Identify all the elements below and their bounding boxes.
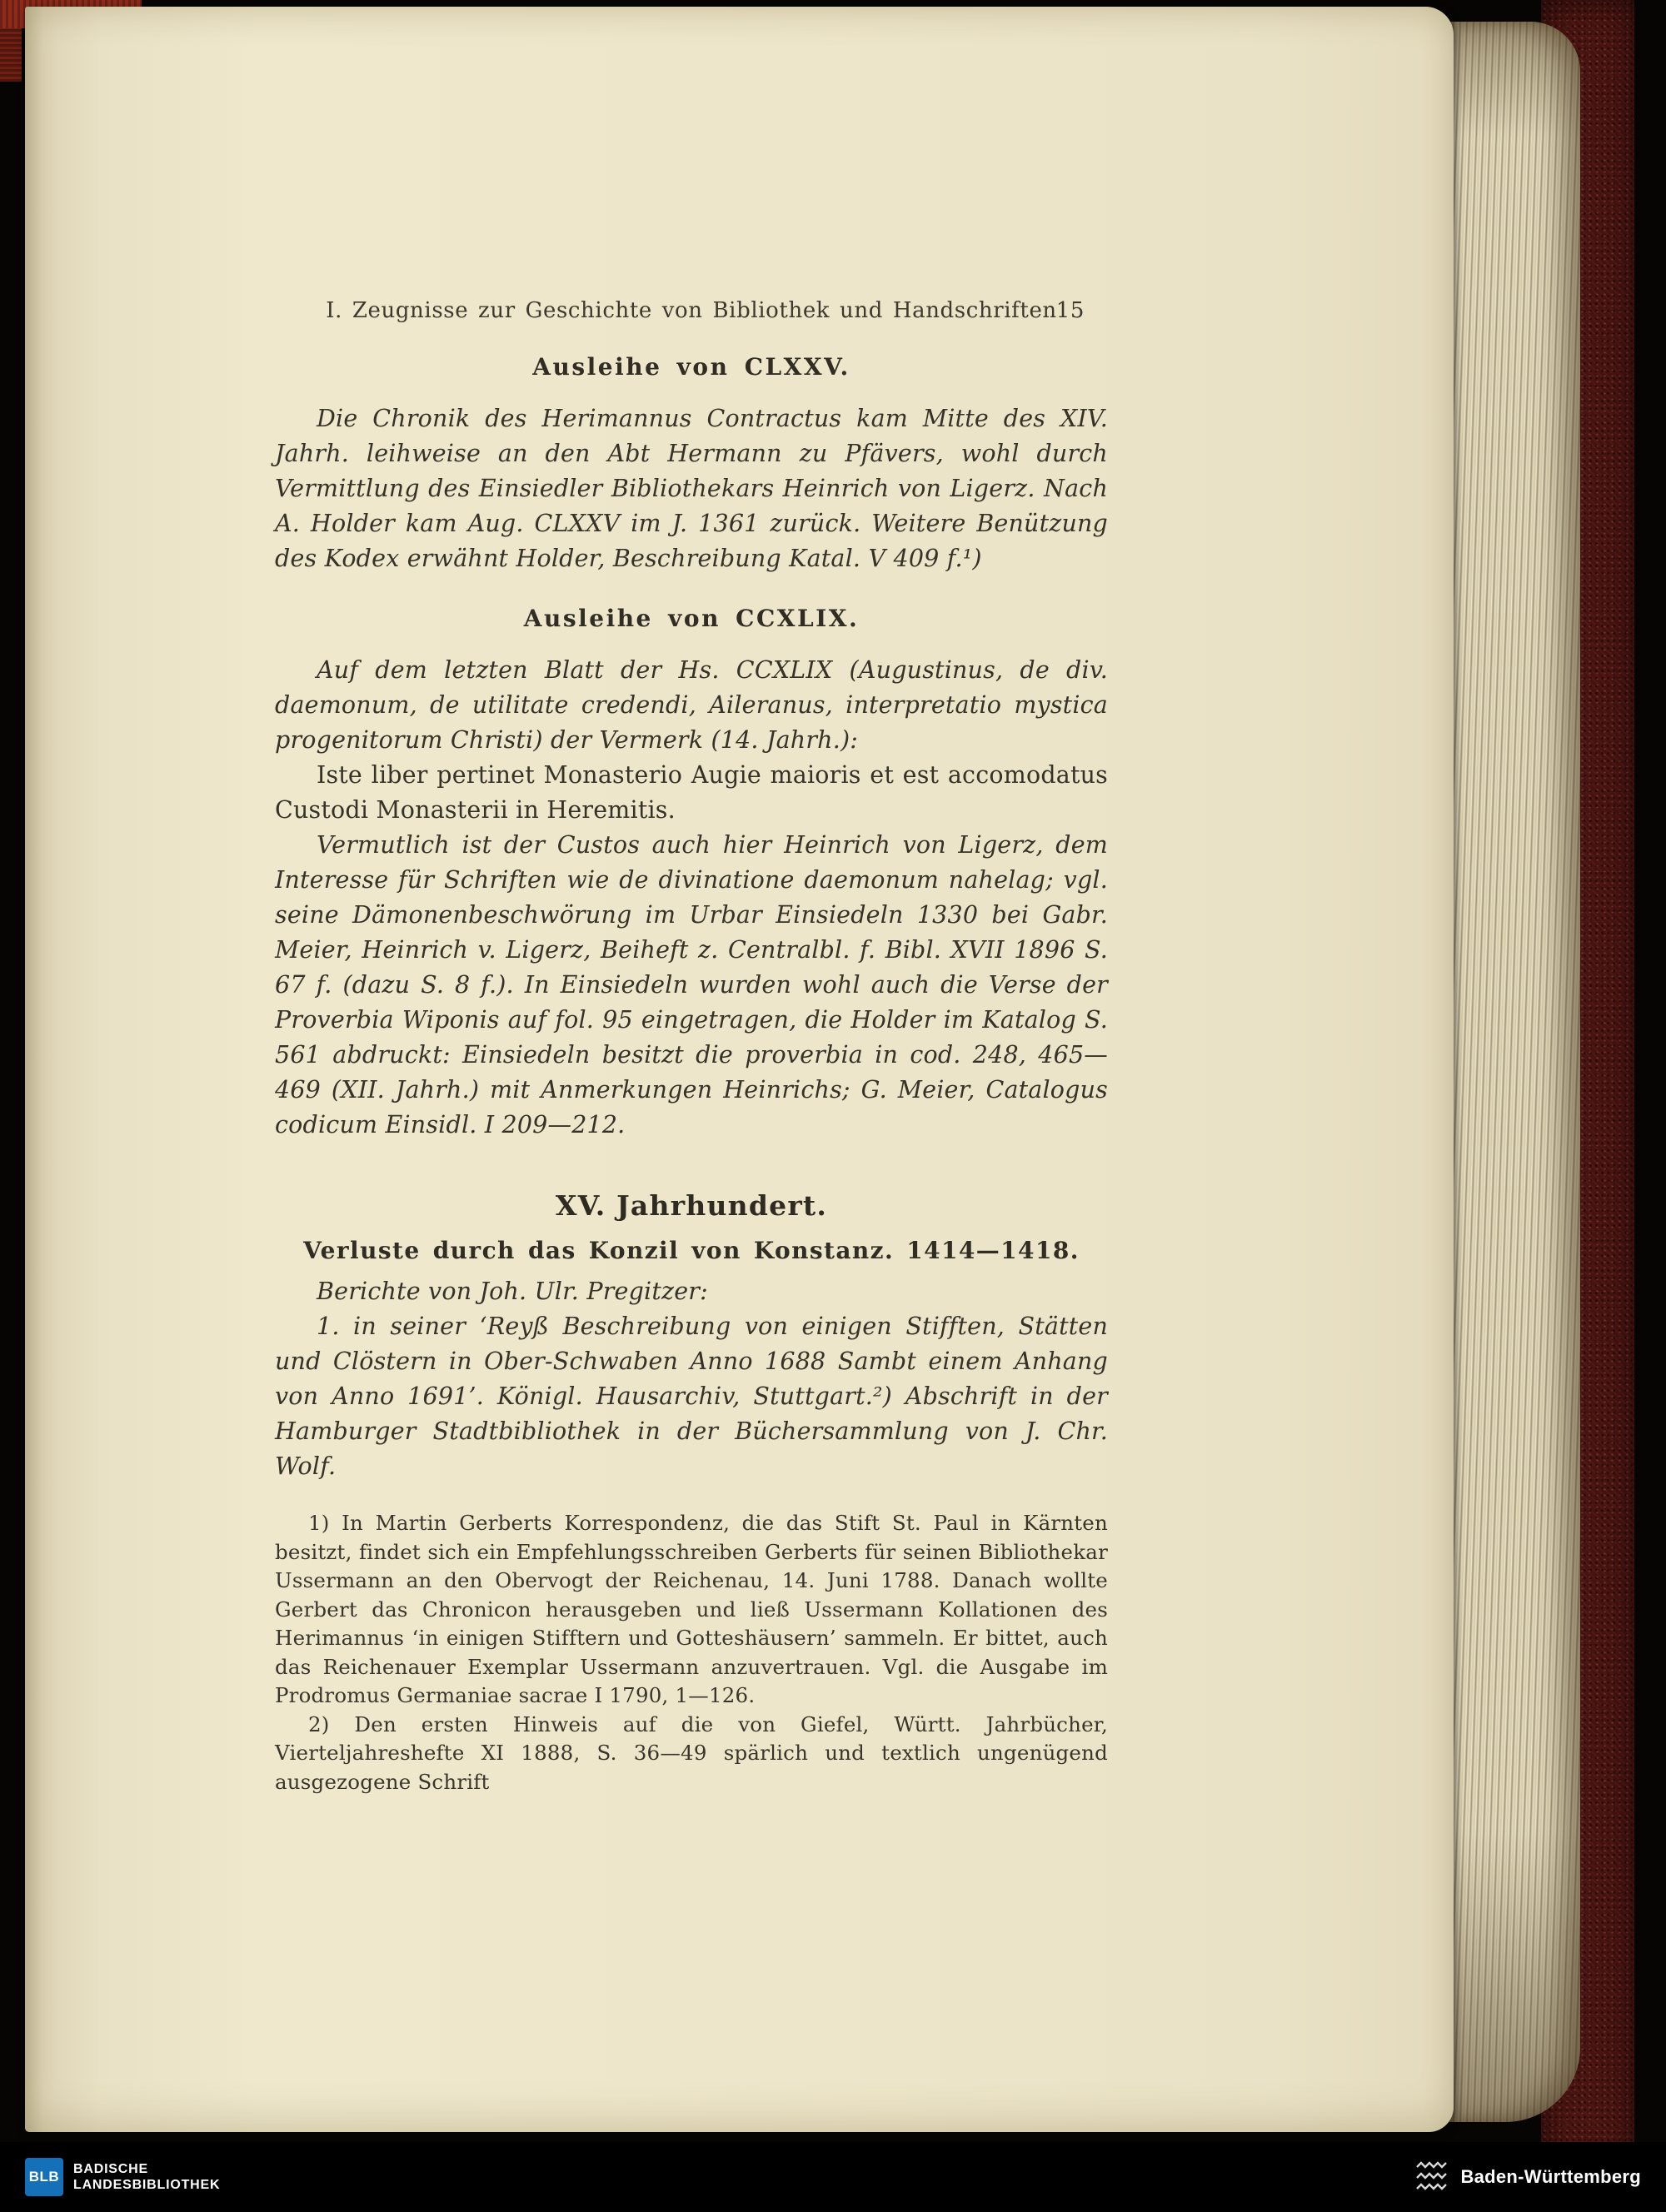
paragraph-berichte: Berichte von Joh. Ulr. Pregitzer:	[317, 1278, 708, 1305]
paragraph-chronik: Die Chronik des Herimannus Contractus kam Mitte des XIV. Jahrh. leihweise an den Abt Hermann zu Pfävers, wohl durch Vermittlung des Einsiedler Bibliothekars Heinrich von Ligerz. Nach A. Holder kam Aug. CLXXV im J. 1361 zurück. Weitere Benützung des Kodex erwähnt Holder, Beschreibung Katal. V 409 f.¹)	[275, 405, 1108, 572]
paragraph-vermutlich: Vermutlich ist der Custos auch hier Heinrich von Ligerz, dem Interesse für Schriften wie de divinatione daemonum nahelag; vgl. seine Dämonenbeschwörung im Urbar Einsiedeln 1330 bei Gabr. Meier, Heinrich v. Ligerz, Beiheft z. Centralbl. f. Bibl. XVII 1896 S. 67 f. (dazu S. 8 f.). In Einsiedeln wurden wohl auch die Verse der Proverbia Wiponis auf fol. 95 eingetragen, die Holder im Katalog S. 561 abdruckt: Einsiedeln besitzt die proverbia in cod. 248, 465—469 (XII. Jahrh.) mit Anmerkungen Heinrichs; G. Meier, Catalogus codicum Einsidl. I 209—212.	[275, 831, 1108, 1138]
footnotes-block	[275, 1509, 1108, 1796]
subheading-verluste-konzil: Verluste durch das Konzil von Konstanz. 1414—1418.	[303, 1237, 1080, 1264]
footnote-2: 2) Den ersten Hinweis auf die von Giefel, Württ. Jahrbücher, Vierteljahreshefte XI 1888, S. 36—49 spärlich und textlich ungenügend ausgezogene Schrift	[275, 1711, 1108, 1794]
library-branding	[25, 2158, 220, 2196]
library-name-line2: LANDESBIBLIOTHEK	[73, 2178, 221, 2192]
baden-wuerttemberg-coat-of-arms-icon	[1414, 2159, 1450, 2195]
page-number: 15	[1055, 298, 1085, 323]
book-cover-left-sliver	[0, 28, 22, 82]
page-content	[275, 296, 1108, 1796]
blb-logo-icon: BLB	[25, 2158, 63, 2196]
book-page-edges	[1444, 22, 1580, 2122]
paragraph-letztes-blatt: Auf dem letzten Blatt der Hs. CCXLIX (Augustinus, de div. daemonum, de utilitate credendi, Aileranus, interpretatio mystica progenitorum Christi) der Vermerk (14. Jahrh.):	[275, 656, 1108, 754]
state-name: Baden-Württemberg	[1460, 2166, 1641, 2187]
heading-xv-jahrhundert: XV. Jahrhundert.	[555, 1189, 828, 1222]
paragraph-iste-liber: Iste liber pertinet Monasterio Augie maioris et est accomodatus Custodi Monasterii in Heremitis.	[275, 761, 1108, 824]
library-name-line1: BADISCHE	[73, 2162, 148, 2176]
state-branding	[1414, 2159, 1641, 2195]
paragraph-reyss-beschreibung: 1. in seiner ‘Reyß Beschreibung von einigen Stifften, Stätten und Clöstern in Ober-Schwaben Anno 1688 Sambt einem Anhang von Anno 1691’. Königl. Hausarchiv, Stuttgart.²) Abschrift in der Hamburger Stadtbibliothek in der Büchersammlung von J. Chr. Wolf.	[275, 1313, 1108, 1480]
heading-ausleihe-clxxv: Ausleihe von CLXXV.	[532, 353, 850, 381]
running-header	[275, 296, 1108, 325]
library-name	[73, 2161, 220, 2193]
footnote-1: 1) In Martin Gerberts Korrespondenz, die das Stift St. Paul in Kärnten besitzt, findet sich ein Empfehlungsschreiben Gerberts für seinen Bibliothekar Ussermann an den Obervogt der Reichenau, 14. Juni 1788. Danach wollte Gerbert das Chronicon herausgeben und ließ Ussermann Kollationen des Herimannus ‘in einigen Stifftern und Gotteshäusern’ sammeln. Er bittet, auch das Reichenauer Exemplar Ussermann anzuvertrauen. Vgl. die Ausgabe im Prodromus Germaniae sacrae I 1790, 1—126.	[275, 1511, 1108, 1707]
heading-ausleihe-ccxlix: Ausleihe von CCXLIX.	[523, 605, 860, 632]
running-header-title: I. Zeugnisse zur Geschichte von Bibliothek und Handschriften	[326, 298, 1057, 323]
book-page	[25, 7, 1454, 2132]
footer-bar	[0, 2142, 1666, 2212]
